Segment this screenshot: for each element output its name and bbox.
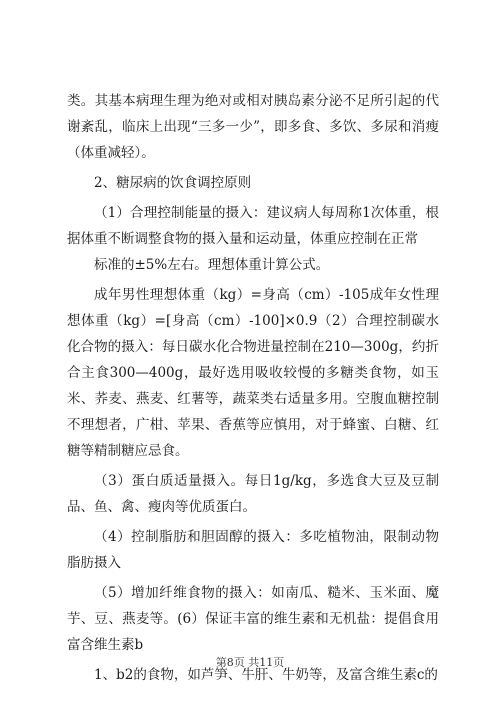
paragraph-fiber-vitamins: （5）增加纤维食物的摄入：如南瓜、糙米、玉米面、魔芋、豆、燕麦等。(6）保证丰富的维生素和无机盐：提倡食用富含维生素b [67,585,439,653]
paragraph-protein: （3）蛋白质适量摄入。每日1g/kg，多选食大豆及豆制品、鱼、禽、瘦肉等优质蛋白。 [67,473,439,515]
section-heading-diet-principles: 2、糖尿病的饮食调控原则 [94,175,252,191]
paragraph-energy-intake-continued: 标准的±5%左右。理想体重计算公式。 [94,257,330,273]
page-footer: 第8页 共11页 [215,656,285,669]
body-text [67,88,439,692]
paragraph-energy-intake: （1）合理控制能量的摄入：建议病人每周称1次体重，根据体重不断调整食物的摄入量和运动量，体重应控制在正常 [67,205,439,247]
paragraph-ideal-weight-carbohydrate: 成年男性理想体重（kg）=身高（cm）-105成年女性理想体重（kg）=[身高（cm）-100]×0.9（2）合理控制碳水化合物的摄入：每日碳水化合物进量控制在210—300g，约折合主食300—400g，最好选用吸收较慢的多糖类食物，如玉米、荞麦、燕麦、红薯等，蔬菜类右适量多用。空腹血糖控制不理想者，广柑、苹果、香蕉等应慎用，对于蜂蜜、白糖、红糖等精制糖应忌食。 [67,287,439,459]
paragraph-fat-cholesterol: （4）控制脂肪和胆固醇的摄入：多吃植物油，限制动物脂肪摄入 [67,529,439,571]
paragraph-pathology: 类。其基本病理生理为绝对或相对胰岛素分泌不足所引起的代谢紊乱，临床上出现“三多一少”，即多食、多饮、多尿和消瘦（体重减轻）。 [67,93,439,161]
paragraph-vitamin-foods: 1、b2的食物，如芦笋、牛肝、牛奶等，及富含维生素c的 [94,667,438,683]
